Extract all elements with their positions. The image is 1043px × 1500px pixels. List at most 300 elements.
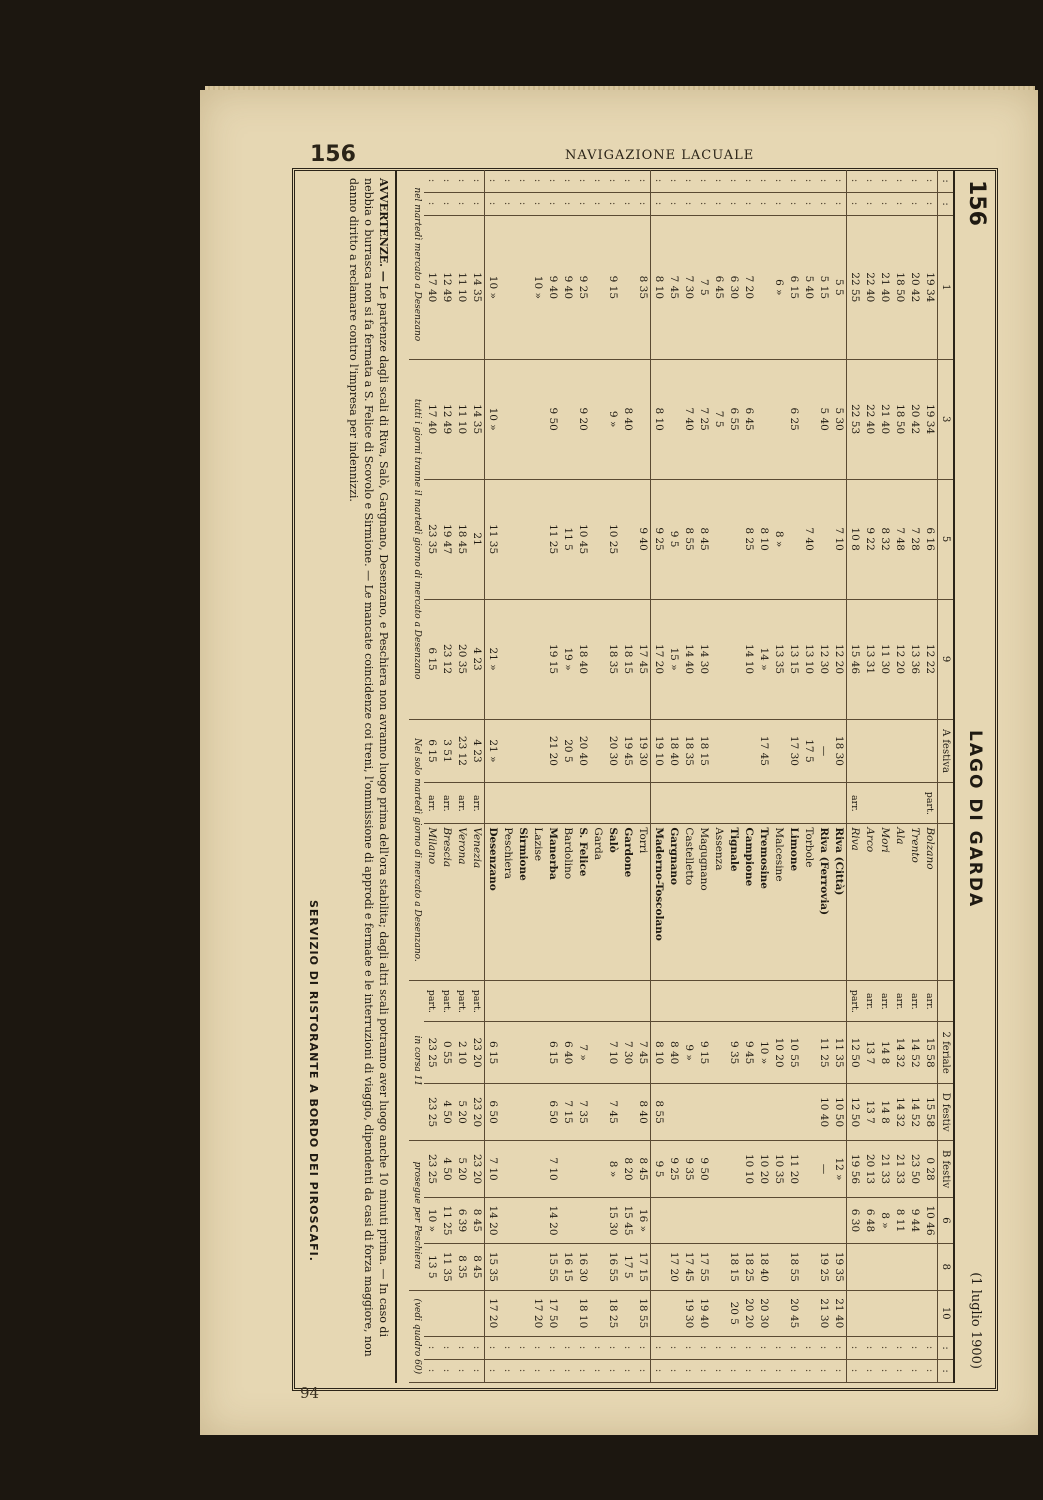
dotted-cell: : — [711, 170, 726, 193]
time-cell: 9 40 — [560, 216, 575, 360]
time-cell: 7 15 — [560, 1083, 575, 1140]
dotted-cell: : — [575, 170, 590, 193]
time-cell: 5 15 — [816, 216, 831, 360]
direction-cell — [620, 783, 635, 824]
time-cell: 8 10 — [651, 1022, 667, 1084]
time-cell: 17 20 — [530, 1290, 545, 1336]
table-row — [801, 170, 816, 1383]
time-cell: 6 30 — [726, 216, 741, 360]
time-cell: 8 35 — [454, 1244, 469, 1290]
direction-cell: arr. — [907, 981, 922, 1022]
station-name: Mori — [877, 824, 892, 981]
time-cell — [530, 599, 545, 719]
time-cell: 11 20 — [786, 1141, 801, 1198]
station-name: S. Felice — [575, 824, 590, 981]
time-cell: 15 46 — [847, 599, 863, 719]
direction-cell: part. — [469, 981, 485, 1022]
table-row — [605, 170, 620, 1383]
time-cell: 6 55 — [726, 359, 741, 479]
time-cell: 14 52 — [907, 1083, 922, 1140]
time-cell: 14 52 — [907, 1022, 922, 1084]
time-cell — [590, 479, 605, 599]
dotted-cell: : — [726, 193, 741, 216]
direction-cell — [831, 981, 847, 1022]
dotted-cell: : — [424, 1337, 439, 1360]
table-row — [741, 170, 756, 1383]
time-cell: 18 35 — [605, 599, 620, 719]
dotted-cell: : — [696, 1337, 711, 1360]
time-cell — [500, 719, 515, 783]
direction-cell — [907, 783, 922, 824]
station-name: Brescia — [439, 824, 454, 981]
time-cell: 12 49 — [439, 216, 454, 360]
time-cell — [726, 719, 741, 783]
direction-cell — [726, 783, 741, 824]
time-cell: 23 20 — [469, 1141, 485, 1198]
table-number: 156 — [964, 180, 989, 226]
time-cell: 8 55 — [681, 479, 696, 599]
table-row — [590, 170, 605, 1383]
station-name: Arco — [862, 824, 877, 981]
time-cell — [500, 359, 515, 479]
time-cell: 20 30 — [605, 719, 620, 783]
time-cell: 10 46 — [922, 1197, 938, 1243]
time-cell: 7 45 — [605, 1083, 620, 1140]
time-cell: 14 30 — [696, 599, 711, 719]
time-cell — [651, 1197, 667, 1243]
dotted-cell: : — [756, 193, 771, 216]
direction-cell — [816, 783, 831, 824]
direction-cell — [485, 981, 501, 1022]
time-cell: 18 55 — [786, 1244, 801, 1290]
time-cell — [560, 1141, 575, 1198]
dotted-cell: : — [801, 170, 816, 193]
dotted-cell: : — [454, 193, 469, 216]
dotted-cell: : — [439, 1360, 454, 1383]
direction-cell — [696, 783, 711, 824]
time-cell: 13 36 — [907, 599, 922, 719]
time-cell — [590, 216, 605, 360]
direction-cell: arr. — [424, 783, 439, 824]
time-cell: 20 35 — [454, 599, 469, 719]
time-cell — [711, 1244, 726, 1290]
time-cell: 7 10 — [831, 479, 847, 599]
direction-cell: arr. — [877, 981, 892, 1022]
time-cell: 7 25 — [696, 359, 711, 479]
time-cell: 23 12 — [439, 599, 454, 719]
time-cell: 8 10 — [756, 479, 771, 599]
time-cell: 8 » — [771, 479, 786, 599]
time-cell — [711, 1022, 726, 1084]
dotted-cell: : — [877, 193, 892, 216]
dotted-cell: : — [485, 193, 501, 216]
time-cell: 7 40 — [801, 479, 816, 599]
dotted-cell: : — [635, 193, 651, 216]
time-cell — [816, 1197, 831, 1243]
time-cell — [771, 1083, 786, 1140]
dotted-cell: : — [816, 170, 831, 193]
time-cell: 10 8 — [847, 479, 863, 599]
direction-cell — [635, 783, 651, 824]
dotted-cell: : — [651, 1360, 667, 1383]
station-name: Ala — [892, 824, 907, 981]
time-cell: 9 15 — [696, 1022, 711, 1084]
time-cell — [530, 1244, 545, 1290]
time-cell — [530, 1083, 545, 1140]
dotted-cell: : — [515, 1360, 530, 1383]
col-head-l4: A festiva — [938, 719, 954, 783]
direction-cell — [816, 981, 831, 1022]
time-cell — [801, 359, 816, 479]
table-row — [726, 170, 741, 1383]
dotted-cell: : — [500, 1360, 515, 1383]
time-cell — [786, 1083, 801, 1140]
direction-cell — [831, 783, 847, 824]
time-cell: 8 11 — [892, 1197, 907, 1243]
dotted-cell: : — [907, 1337, 922, 1360]
time-cell — [726, 1083, 741, 1140]
time-cell: 8 40 — [666, 1022, 681, 1084]
dotted-cell: : — [907, 1360, 922, 1383]
station-name: Malcesine — [771, 824, 786, 981]
time-cell — [439, 1290, 454, 1336]
time-cell: 7 35 — [575, 1083, 590, 1140]
time-cell — [907, 719, 922, 783]
time-cell — [892, 719, 907, 783]
station-name: Trento — [907, 824, 922, 981]
dotted-cell: : — [696, 170, 711, 193]
direction-cell — [681, 981, 696, 1022]
time-cell: 11 25 — [439, 1197, 454, 1243]
direction-cell — [756, 981, 771, 1022]
table-row — [922, 170, 938, 1383]
time-cell: 10 20 — [756, 1141, 771, 1198]
dotted-cell: : — [635, 1360, 651, 1383]
direction-cell: arr. — [469, 783, 485, 824]
dotted-cell: : — [681, 1337, 696, 1360]
table-row — [771, 170, 786, 1383]
direction-cell — [500, 981, 515, 1022]
time-cell: 5 5 — [831, 216, 847, 360]
station-name: Riva — [847, 824, 863, 981]
dotted-cell: : — [485, 1360, 501, 1383]
time-cell: 10 » — [485, 216, 501, 360]
time-cell — [801, 1083, 816, 1140]
direction-cell — [515, 783, 530, 824]
dotted-cell: : — [862, 170, 877, 193]
time-cell: 9 15 — [605, 216, 620, 360]
time-cell: 17 40 — [424, 359, 439, 479]
direction-cell — [801, 783, 816, 824]
direction-cell — [741, 783, 756, 824]
band-note: Nel solo martedì giorno di mercato a Desenzano. — [409, 719, 424, 981]
time-cell: 12 22 — [922, 599, 938, 719]
direction-cell — [862, 783, 877, 824]
time-cell: 18 50 — [892, 359, 907, 479]
table-row — [907, 170, 922, 1383]
time-cell: 17 45 — [681, 1244, 696, 1290]
time-cell: 14 32 — [892, 1022, 907, 1084]
band-notes-row — [409, 170, 424, 1383]
dotted-cell: : — [485, 170, 501, 193]
time-cell — [666, 1197, 681, 1243]
time-cell: 13 10 — [801, 599, 816, 719]
time-cell: 4 50 — [439, 1141, 454, 1198]
dotted-cell: : — [469, 193, 485, 216]
time-cell: 13 31 — [862, 599, 877, 719]
time-cell — [500, 1290, 515, 1336]
dotted-cell: : — [575, 193, 590, 216]
time-cell: 6 45 — [711, 216, 726, 360]
station-name: Garda — [590, 824, 605, 981]
time-cell — [892, 1290, 907, 1336]
time-cell: 20 40 — [575, 719, 590, 783]
station-name: Maderno-Toscolano — [651, 824, 667, 981]
time-cell: 9 40 — [545, 216, 560, 360]
time-cell: 21 33 — [892, 1141, 907, 1198]
direction-cell — [756, 783, 771, 824]
time-cell: 8 40 — [620, 359, 635, 479]
table-row — [515, 170, 530, 1383]
time-cell: 12 30 — [816, 599, 831, 719]
time-cell: 17 55 — [696, 1244, 711, 1290]
time-cell: 10 » — [756, 1022, 771, 1084]
band-note: prosegue per Peschiera — [409, 1141, 424, 1290]
direction-cell — [786, 783, 801, 824]
time-cell: 8 55 — [651, 1083, 667, 1140]
col-head-r4: 8 — [938, 1244, 954, 1290]
time-cell: 6 30 — [847, 1197, 863, 1243]
table-row — [651, 170, 667, 1383]
time-cell: — — [816, 1141, 831, 1198]
direction-cell — [741, 981, 756, 1022]
time-cell: 4 23 — [469, 599, 485, 719]
direction-cell — [560, 981, 575, 1022]
dotted-cell: : — [545, 1360, 560, 1383]
time-cell: 14 32 — [892, 1083, 907, 1140]
time-cell — [862, 1290, 877, 1336]
dotted-cell: : — [651, 193, 667, 216]
folio: 94 — [300, 1384, 320, 1402]
time-cell — [801, 1290, 816, 1336]
time-cell: 17 50 — [545, 1290, 560, 1336]
dotted-cell: : — [831, 1337, 847, 1360]
time-cell: 12 50 — [847, 1083, 863, 1140]
time-cell — [771, 359, 786, 479]
time-cell: 7 5 — [711, 359, 726, 479]
dotted-cell: : — [756, 1360, 771, 1383]
time-cell: 13 5 — [424, 1244, 439, 1290]
table-row — [454, 170, 469, 1383]
time-cell — [620, 1083, 635, 1140]
dotted-cell: : — [605, 1360, 620, 1383]
time-cell: 22 40 — [862, 216, 877, 360]
time-cell — [515, 479, 530, 599]
time-cell — [711, 479, 726, 599]
time-cell: 16 » — [635, 1197, 651, 1243]
station-name: Tignale — [726, 824, 741, 981]
time-cell: 7 30 — [681, 216, 696, 360]
station-name: Limone — [786, 824, 801, 981]
direction-cell — [651, 783, 667, 824]
dotted-cell: : — [500, 1337, 515, 1360]
dotted-cell: : — [907, 170, 922, 193]
time-cell: 19 15 — [545, 599, 560, 719]
dotted-cell: : — [816, 193, 831, 216]
direction-cell — [620, 981, 635, 1022]
time-cell: 10 20 — [771, 1022, 786, 1084]
time-cell: 19 34 — [922, 216, 938, 360]
time-cell: 6 15 — [424, 599, 439, 719]
time-cell: 14 35 — [469, 216, 485, 360]
time-cell: 21 30 — [816, 1290, 831, 1336]
dotted-cell: : — [666, 193, 681, 216]
dotted-cell: : — [439, 170, 454, 193]
direction-cell — [590, 981, 605, 1022]
time-cell — [651, 1244, 667, 1290]
dotted-cell: : — [545, 170, 560, 193]
time-cell — [696, 1083, 711, 1140]
time-cell: 14 20 — [545, 1197, 560, 1243]
dotted-cell: : — [771, 1360, 786, 1383]
time-cell: 23 20 — [469, 1022, 485, 1084]
time-cell — [590, 719, 605, 783]
time-cell — [515, 1083, 530, 1140]
time-cell: 9 35 — [726, 1022, 741, 1084]
station-name: Bardolino — [560, 824, 575, 981]
time-cell — [620, 479, 635, 599]
time-cell: 17 20 — [485, 1290, 501, 1336]
table-row — [560, 170, 575, 1383]
dotted-cell: : — [515, 170, 530, 193]
dotted-cell: : — [530, 1360, 545, 1383]
time-cell — [590, 599, 605, 719]
time-cell: 13 15 — [786, 599, 801, 719]
time-cell: 7 30 — [620, 1022, 635, 1084]
time-cell — [681, 1083, 696, 1140]
time-cell: 8 10 — [651, 359, 667, 479]
station-name: Bolzano — [922, 824, 938, 981]
time-cell: 6 15 — [786, 216, 801, 360]
time-cell — [756, 1083, 771, 1140]
time-cell: 11 30 — [877, 599, 892, 719]
time-cell: 18 15 — [620, 599, 635, 719]
time-cell: 7 » — [575, 1022, 590, 1084]
time-cell: 15 45 — [620, 1197, 635, 1243]
dotted-cell: : — [786, 170, 801, 193]
time-cell: 3 51 — [439, 719, 454, 783]
direction-cell — [666, 981, 681, 1022]
dotted-cell: : — [515, 1337, 530, 1360]
station-name: Verona — [454, 824, 469, 981]
time-cell: 14 8 — [877, 1022, 892, 1084]
time-cell: 19 10 — [651, 719, 667, 783]
time-cell — [711, 1083, 726, 1140]
time-cell — [847, 1244, 863, 1290]
table-row — [892, 170, 907, 1383]
time-cell — [907, 1244, 922, 1290]
dotted-cell: : — [560, 1360, 575, 1383]
dotted-cell: : — [635, 1337, 651, 1360]
dotted-cell: : — [469, 1337, 485, 1360]
dotted-cell: : — [816, 1360, 831, 1383]
dotted-cell: : — [831, 1360, 847, 1383]
time-cell: 22 53 — [847, 359, 863, 479]
dotted-cell: : — [801, 193, 816, 216]
time-cell — [922, 1290, 938, 1336]
time-cell — [530, 1022, 545, 1084]
time-cell: 20 45 — [786, 1290, 801, 1336]
time-cell: 19 35 — [831, 1244, 847, 1290]
running-page-number: 156 — [310, 142, 356, 167]
time-cell — [515, 359, 530, 479]
time-cell: 5 20 — [454, 1141, 469, 1198]
time-cell — [590, 1022, 605, 1084]
time-cell — [530, 479, 545, 599]
time-cell: 19 34 — [922, 359, 938, 479]
time-cell: 10 40 — [816, 1083, 831, 1140]
time-cell: 14 20 — [485, 1197, 501, 1243]
dotted-cell: : — [454, 170, 469, 193]
dotted-cell: : — [454, 1337, 469, 1360]
dotted-cell: : — [711, 1337, 726, 1360]
time-cell — [620, 216, 635, 360]
direction-cell — [771, 981, 786, 1022]
time-cell: 13 7 — [862, 1083, 877, 1140]
time-cell: 11 35 — [439, 1244, 454, 1290]
time-cell — [424, 1290, 439, 1336]
time-cell: 21 » — [485, 719, 501, 783]
station-name: Torbole — [801, 824, 816, 981]
time-cell — [816, 479, 831, 599]
station-name: Tremosine — [756, 824, 771, 981]
time-cell: 20 5 — [560, 719, 575, 783]
time-cell — [515, 719, 530, 783]
time-cell: 0 55 — [439, 1022, 454, 1084]
time-cell — [756, 216, 771, 360]
dotted-cell: : — [681, 193, 696, 216]
running-title: NAVIGAZIONE LACUALE — [565, 148, 755, 163]
time-cell — [771, 719, 786, 783]
direction-cell: arr. — [892, 981, 907, 1022]
time-cell: 19 47 — [439, 479, 454, 599]
dotted-cell: : — [575, 1337, 590, 1360]
time-cell: 6 15 — [424, 719, 439, 783]
station-name: Assenza — [711, 824, 726, 981]
station-name: Riva (Ferrovia) — [816, 824, 831, 981]
time-cell: 4 23 — [469, 719, 485, 783]
time-cell — [515, 1290, 530, 1336]
time-cell: 13 35 — [771, 599, 786, 719]
time-cell: 17 30 — [786, 719, 801, 783]
time-cell — [801, 1141, 816, 1198]
dotted-cell: : — [605, 193, 620, 216]
dotted-cell: : — [424, 170, 439, 193]
station-name: Venezia — [469, 824, 485, 981]
time-cell: 18 55 — [635, 1290, 651, 1336]
dotted-cell: : — [756, 170, 771, 193]
time-cell — [530, 359, 545, 479]
time-cell: 9 25 — [666, 1141, 681, 1198]
time-cell — [530, 1197, 545, 1243]
time-cell — [515, 1197, 530, 1243]
dotted-cell: : — [816, 1337, 831, 1360]
time-cell: 17 20 — [666, 1244, 681, 1290]
table-row — [545, 170, 560, 1383]
time-cell: 12 49 — [439, 359, 454, 479]
time-cell — [500, 479, 515, 599]
col-head-r0: 2 feriale — [938, 1022, 954, 1084]
